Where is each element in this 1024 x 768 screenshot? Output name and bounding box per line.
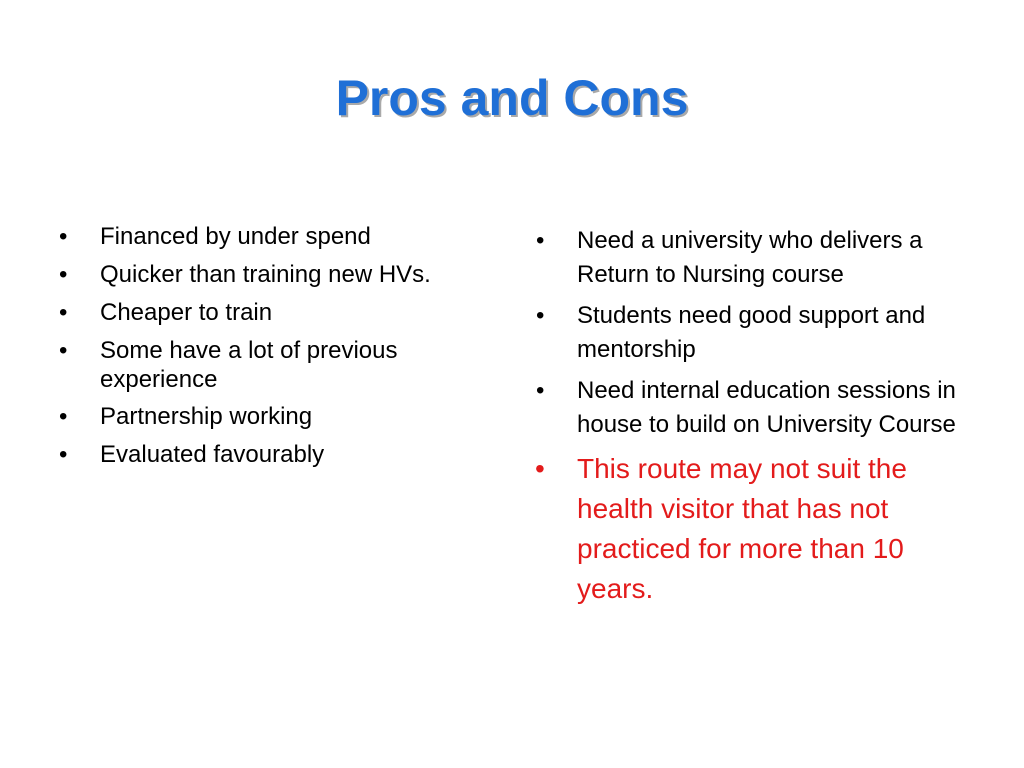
pros-list bbox=[56, 222, 506, 478]
cons-list bbox=[533, 224, 983, 616]
bullet-icon: • bbox=[59, 261, 68, 288]
bullet-icon: • bbox=[59, 299, 68, 326]
bullet-icon: • bbox=[536, 227, 545, 254]
pros-item bbox=[56, 402, 506, 431]
pros-item-text: Quicker than training new HVs. bbox=[100, 261, 431, 288]
cons-item-text: Need internal education sessions in house to build on University Course bbox=[577, 377, 956, 438]
cons-item-highlight bbox=[533, 449, 983, 609]
pros-item-text: Financed by under spend bbox=[100, 223, 371, 250]
slide-title: Pros and Cons bbox=[335, 70, 689, 126]
cons-item-text: Students need good support and mentorship bbox=[577, 302, 926, 363]
pros-item bbox=[56, 336, 506, 394]
pros-item-text: Evaluated favourably bbox=[100, 441, 325, 468]
cons-item-text: Need a university who delivers a Return to Nursing course bbox=[577, 227, 923, 288]
pros-item-text: Cheaper to train bbox=[100, 299, 273, 326]
pros-item bbox=[56, 298, 506, 327]
bullet-icon: • bbox=[59, 337, 68, 364]
bullet-icon: • bbox=[535, 453, 545, 484]
pros-item bbox=[56, 222, 506, 251]
pros-item bbox=[56, 260, 506, 289]
bullet-icon: • bbox=[536, 302, 545, 329]
bullet-icon: • bbox=[59, 223, 68, 250]
cons-item bbox=[533, 224, 983, 292]
bullet-icon: • bbox=[59, 403, 68, 430]
cons-item bbox=[533, 374, 983, 442]
pros-item-text: Partnership working bbox=[100, 403, 313, 430]
pros-item-text: Some have a lot of previous experience bbox=[100, 337, 398, 393]
pros-item bbox=[56, 440, 506, 469]
cons-item bbox=[533, 299, 983, 367]
cons-item-text: This route may not suit the health visitor that has not practiced for more than 10 years. bbox=[577, 453, 907, 604]
bullet-icon: • bbox=[536, 377, 545, 404]
bullet-icon: • bbox=[59, 441, 68, 468]
